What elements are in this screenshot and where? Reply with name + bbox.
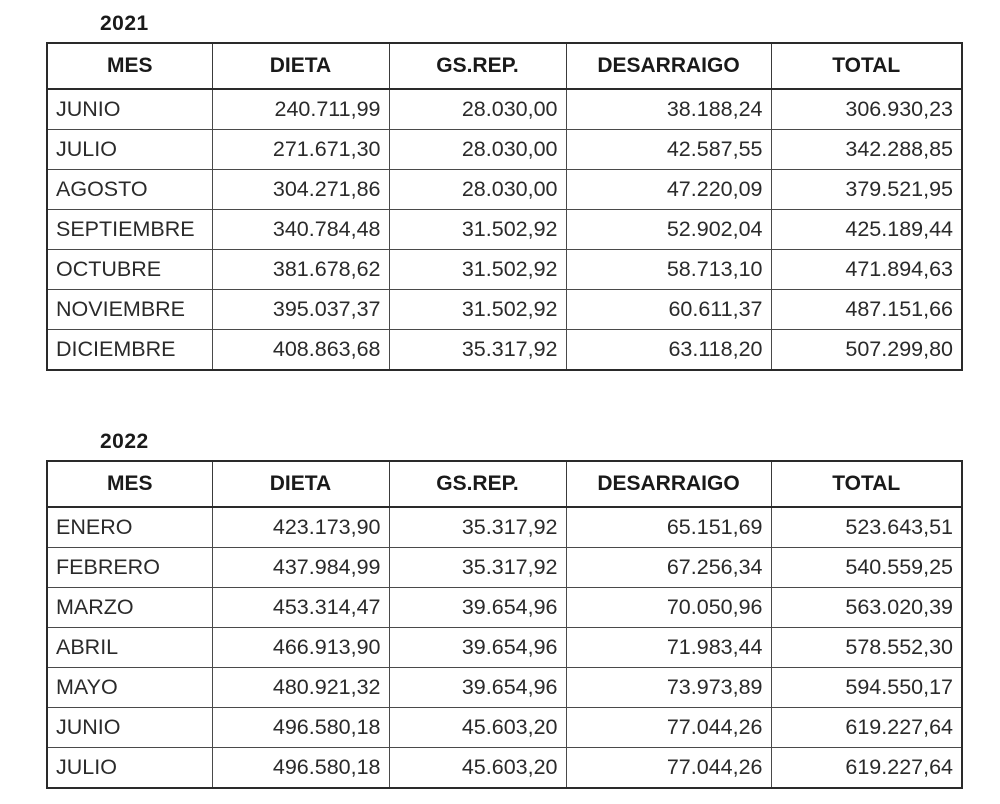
year-title-2022: 2022 — [100, 430, 149, 453]
cell-gs-rep: 39.654,96 — [389, 588, 566, 628]
cell-gs-rep: 28.030,00 — [389, 130, 566, 170]
header-row — [47, 461, 962, 507]
cell-gs-rep: 28.030,00 — [389, 89, 566, 130]
header-total: TOTAL — [771, 43, 962, 89]
cell-desarraigo: 63.118,20 — [566, 330, 771, 371]
cell-dieta: 304.271,86 — [212, 170, 389, 210]
cell-total: 523.643,51 — [771, 507, 962, 548]
header-mes: MES — [47, 461, 212, 507]
year-title-2021: 2021 — [100, 12, 149, 35]
header-mes: MES — [47, 43, 212, 89]
cell-dieta: 381.678,62 — [212, 250, 389, 290]
cell-dieta: 496.580,18 — [212, 708, 389, 748]
table-row — [47, 748, 962, 789]
table-row — [47, 628, 962, 668]
table-row — [47, 668, 962, 708]
cell-desarraigo: 42.587,55 — [566, 130, 771, 170]
cell-total: 425.189,44 — [771, 210, 962, 250]
table-row — [47, 210, 962, 250]
cell-dieta: 395.037,37 — [212, 290, 389, 330]
cell-desarraigo: 58.713,10 — [566, 250, 771, 290]
cell-mes: AGOSTO — [47, 170, 212, 210]
cell-dieta: 437.984,99 — [212, 548, 389, 588]
table-row — [47, 89, 962, 130]
cell-gs-rep: 28.030,00 — [389, 170, 566, 210]
cell-desarraigo: 52.902,04 — [566, 210, 771, 250]
cell-mes: FEBRERO — [47, 548, 212, 588]
cell-desarraigo: 73.973,89 — [566, 668, 771, 708]
cell-mes: ENERO — [47, 507, 212, 548]
header-dieta: DIETA — [212, 461, 389, 507]
cell-total: 471.894,63 — [771, 250, 962, 290]
cell-total: 594.550,17 — [771, 668, 962, 708]
cell-total: 619.227,64 — [771, 708, 962, 748]
cell-desarraigo: 67.256,34 — [566, 548, 771, 588]
cell-dieta: 271.671,30 — [212, 130, 389, 170]
cell-total: 342.288,85 — [771, 130, 962, 170]
cell-mes: MAYO — [47, 668, 212, 708]
cell-mes: DICIEMBRE — [47, 330, 212, 371]
cell-gs-rep: 45.603,20 — [389, 708, 566, 748]
cell-gs-rep: 35.317,92 — [389, 548, 566, 588]
cell-desarraigo: 47.220,09 — [566, 170, 771, 210]
cell-dieta: 453.314,47 — [212, 588, 389, 628]
cell-total: 487.151,66 — [771, 290, 962, 330]
cell-desarraigo: 71.983,44 — [566, 628, 771, 668]
table-row — [47, 588, 962, 628]
cell-gs-rep: 31.502,92 — [389, 290, 566, 330]
cell-mes: JULIO — [47, 748, 212, 789]
cell-total: 540.559,25 — [771, 548, 962, 588]
header-total: TOTAL — [771, 461, 962, 507]
table-row — [47, 250, 962, 290]
table-row — [47, 507, 962, 548]
cell-gs-rep: 35.317,92 — [389, 330, 566, 371]
table-row — [47, 330, 962, 371]
cell-total: 379.521,95 — [771, 170, 962, 210]
cell-dieta: 240.711,99 — [212, 89, 389, 130]
cell-gs-rep: 35.317,92 — [389, 507, 566, 548]
cell-mes: ABRIL — [47, 628, 212, 668]
header-dieta: DIETA — [212, 43, 389, 89]
header-desarraigo: DESARRAIGO — [566, 43, 771, 89]
cell-desarraigo: 77.044,26 — [566, 748, 771, 789]
cell-desarraigo: 60.611,37 — [566, 290, 771, 330]
cell-total: 507.299,80 — [771, 330, 962, 371]
cell-gs-rep: 39.654,96 — [389, 628, 566, 668]
cell-mes: JUNIO — [47, 89, 212, 130]
cell-desarraigo: 65.151,69 — [566, 507, 771, 548]
header-row — [47, 43, 962, 89]
cell-dieta: 480.921,32 — [212, 668, 389, 708]
cell-dieta: 496.580,18 — [212, 748, 389, 789]
cell-total: 306.930,23 — [771, 89, 962, 130]
table-2021 — [46, 42, 963, 371]
cell-desarraigo: 38.188,24 — [566, 89, 771, 130]
cell-mes: OCTUBRE — [47, 250, 212, 290]
cell-mes: NOVIEMBRE — [47, 290, 212, 330]
header-gs-rep: GS.REP. — [389, 461, 566, 507]
cell-total: 563.020,39 — [771, 588, 962, 628]
header-desarraigo: DESARRAIGO — [566, 461, 771, 507]
table-row — [47, 130, 962, 170]
cell-gs-rep: 45.603,20 — [389, 748, 566, 789]
cell-dieta: 423.173,90 — [212, 507, 389, 548]
cell-desarraigo: 77.044,26 — [566, 708, 771, 748]
cell-mes: SEPTIEMBRE — [47, 210, 212, 250]
header-gs-rep: GS.REP. — [389, 43, 566, 89]
table-2022 — [46, 460, 963, 789]
table-row — [47, 548, 962, 588]
cell-gs-rep: 31.502,92 — [389, 210, 566, 250]
cell-total: 619.227,64 — [771, 748, 962, 789]
cell-gs-rep: 31.502,92 — [389, 250, 566, 290]
table-row — [47, 170, 962, 210]
cell-mes: JUNIO — [47, 708, 212, 748]
cell-dieta: 466.913,90 — [212, 628, 389, 668]
cell-mes: MARZO — [47, 588, 212, 628]
cell-dieta: 408.863,68 — [212, 330, 389, 371]
table-row — [47, 708, 962, 748]
cell-gs-rep: 39.654,96 — [389, 668, 566, 708]
cell-desarraigo: 70.050,96 — [566, 588, 771, 628]
cell-dieta: 340.784,48 — [212, 210, 389, 250]
table-row — [47, 290, 962, 330]
cell-total: 578.552,30 — [771, 628, 962, 668]
cell-mes: JULIO — [47, 130, 212, 170]
